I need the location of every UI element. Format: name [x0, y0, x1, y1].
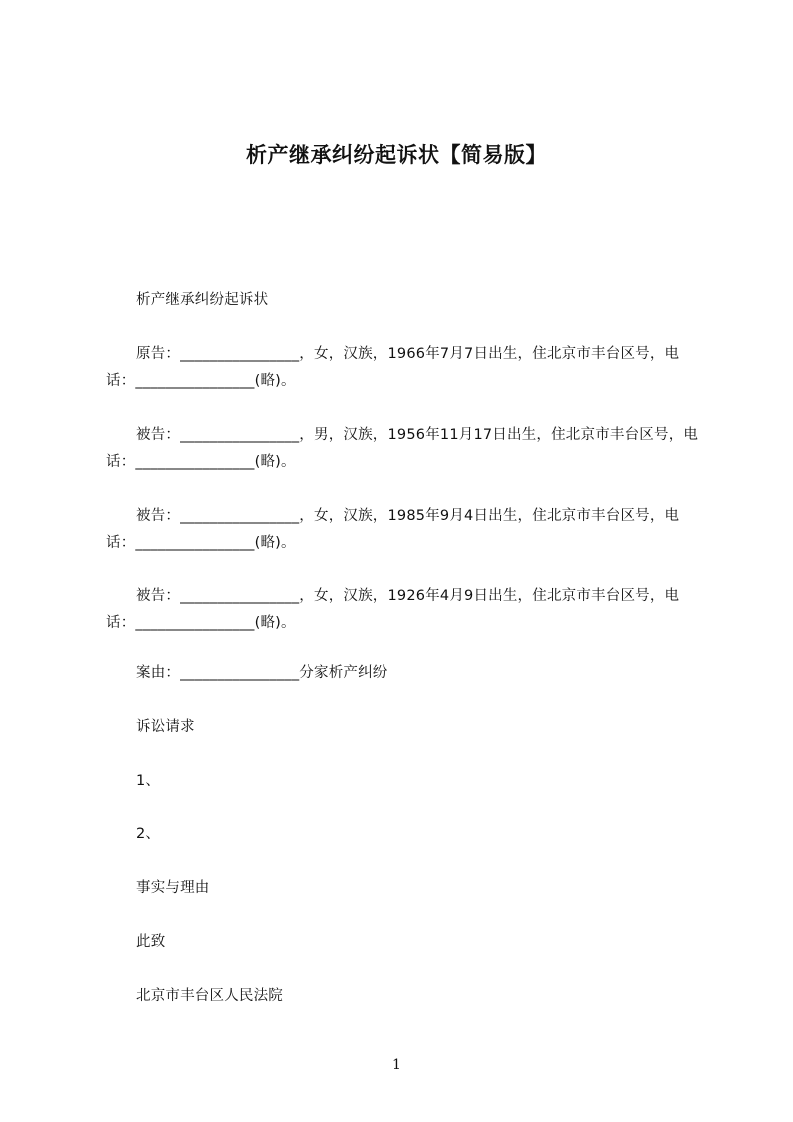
party-paragraph-defendant-2: 被告：________________，女，汉族，1985年9月4日出生，住北京市丰台区号，电话：________________(略)。: [106, 508, 680, 551]
document-title: 析产继承纠纷起诉状【简易版】: [246, 143, 547, 167]
claims-heading: 诉讼请求: [136, 719, 195, 735]
closing-text: 此致: [136, 934, 166, 950]
court-name: 北京市丰台区人民法院: [136, 988, 283, 1004]
case-cause: 案由：________________分家析产纠纷: [136, 665, 388, 681]
document-subtitle: 析产继承纠纷起诉状: [136, 292, 269, 308]
claim-item-1: 1、: [136, 773, 161, 789]
claim-item-2: 2、: [136, 826, 161, 842]
party-paragraph-plaintiff: 原告：________________，女，汉族，1966年7月7日出生，住北京市丰台区号，电话：________________(略)。: [106, 346, 680, 389]
page-number: 1: [392, 1057, 401, 1073]
party-paragraph-defendant-1: 被告：________________，男，汉族，1956年11月17日出生，住北京市丰台区号，电话：________________(略)。: [106, 427, 699, 470]
party-paragraph-defendant-3: 被告：________________，女，汉族，1926年4月9日出生，住北京市丰台区号，电话：________________(略)。: [106, 588, 680, 631]
facts-heading: 事实与理由: [136, 880, 210, 896]
